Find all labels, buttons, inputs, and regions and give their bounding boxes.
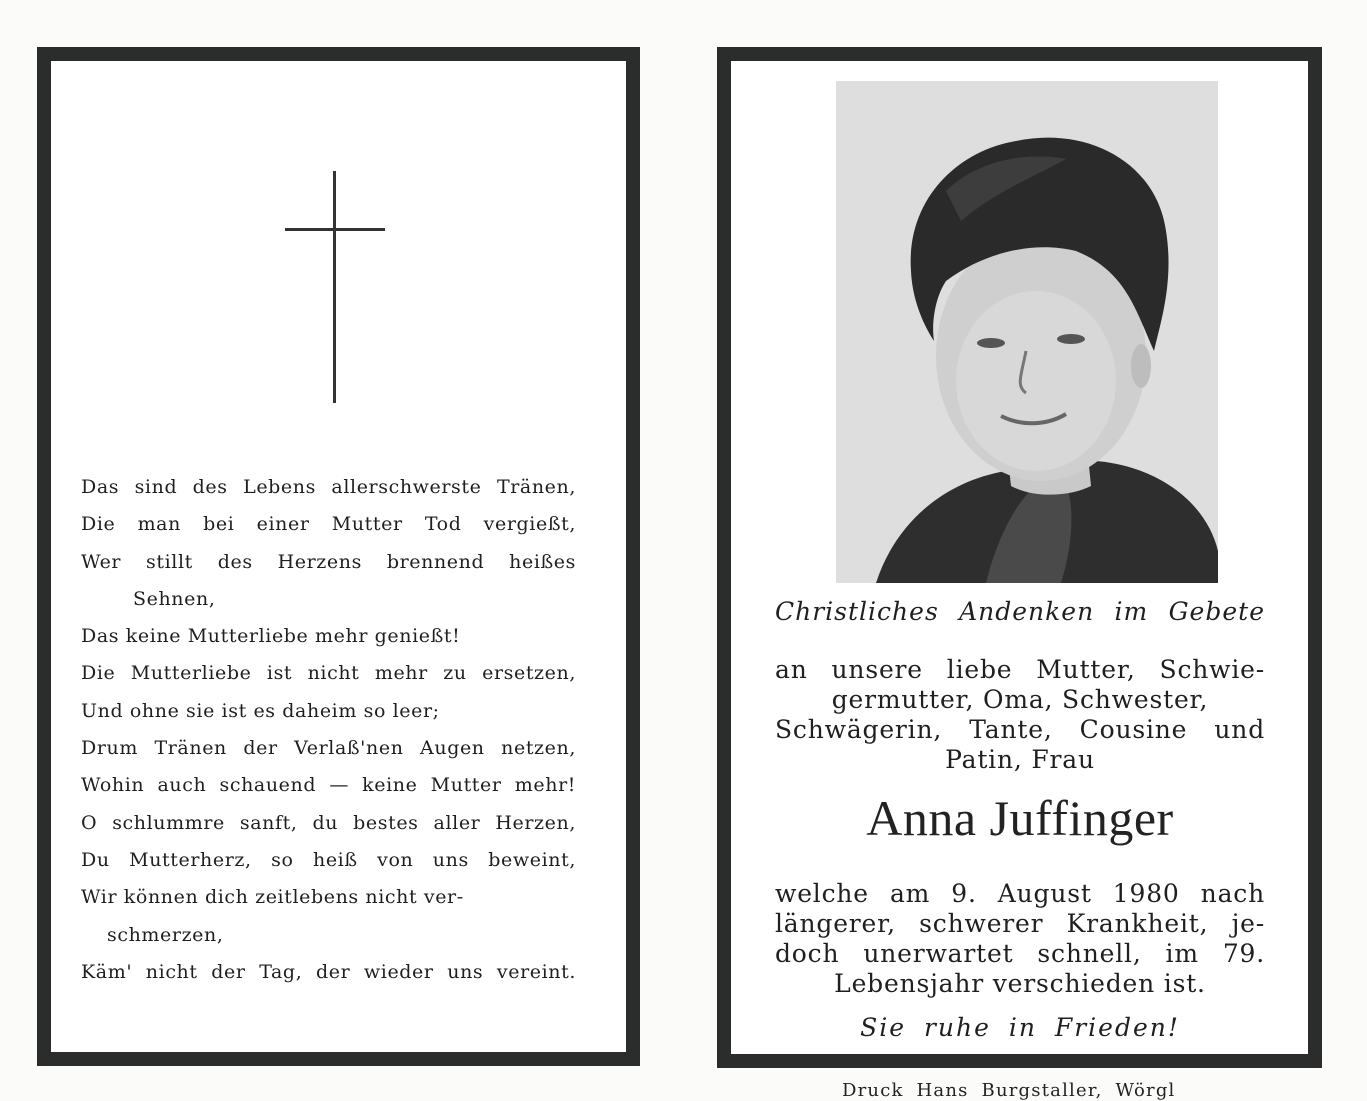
poem-line: Wir können dich zeitlebens nicht ver- bbox=[81, 886, 464, 909]
dedication-line: an unsere liebe Mutter, Schwie- bbox=[775, 655, 1265, 684]
death-notice bbox=[775, 879, 1265, 999]
printer-credit: Druck Hans Burgstaller, Wörgl bbox=[842, 1080, 1176, 1101]
poem-line: Wohin auch schauend — keine Mutter mehr! bbox=[81, 774, 576, 797]
poem-line: O schlummre sanft, du bestes aller Herzen, bbox=[81, 811, 576, 834]
poem-line: Die man bei einer Mutter Tod vergießt, bbox=[81, 513, 576, 536]
poem-line: Sehnen, bbox=[133, 587, 216, 610]
dedication-line: Schwägerin, Tante, Cousine und bbox=[775, 715, 1265, 744]
notice-line: doch unerwartet schnell, im 79. bbox=[775, 939, 1265, 968]
blessing: Sie ruhe in Frieden! bbox=[860, 1013, 1180, 1042]
poem-line: Und ohne sie ist es daheim so leer; bbox=[81, 699, 440, 722]
notice-line: Lebensjahr verschieden ist. bbox=[834, 969, 1206, 998]
dedication-text bbox=[775, 655, 1265, 775]
poem-line: Das sind des Lebens allerschwerste Tränen, bbox=[81, 476, 576, 498]
poem-line: Drum Tränen der Verlaß'nen Augen netzen, bbox=[81, 737, 576, 760]
poem-line: Du Mutterherz, so heiß von uns beweint, bbox=[81, 848, 576, 871]
cross-icon bbox=[333, 171, 336, 403]
poem-line: Die Mutterliebe ist nicht mehr zu ersetzen, bbox=[81, 662, 576, 685]
right-card-panel bbox=[717, 47, 1322, 1068]
left-card-panel bbox=[37, 47, 640, 1066]
notice-line: längerer, schwerer Krankheit, je- bbox=[775, 909, 1265, 938]
cross-icon-bar bbox=[285, 228, 385, 231]
poem bbox=[81, 473, 576, 995]
memorial-heading: Christliches Andenken im Gebete bbox=[775, 597, 1265, 626]
poem-line: schmerzen, bbox=[107, 923, 224, 946]
poem-line: Das keine Mutterliebe mehr genießt! bbox=[81, 625, 461, 648]
deceased-name: Anna Juffinger bbox=[866, 790, 1174, 846]
dedication-line: Patin, Frau bbox=[945, 745, 1095, 774]
portrait-photo bbox=[836, 81, 1218, 583]
poem-line: Käm' nicht der Tag, der wieder uns vereint. bbox=[81, 960, 576, 983]
dedication-line: germutter, Oma, Schwester, bbox=[831, 685, 1209, 714]
poem-line: Wer stillt des Herzens brennend heißes bbox=[81, 550, 576, 573]
notice-line: welche am 9. August 1980 nach bbox=[775, 879, 1265, 908]
